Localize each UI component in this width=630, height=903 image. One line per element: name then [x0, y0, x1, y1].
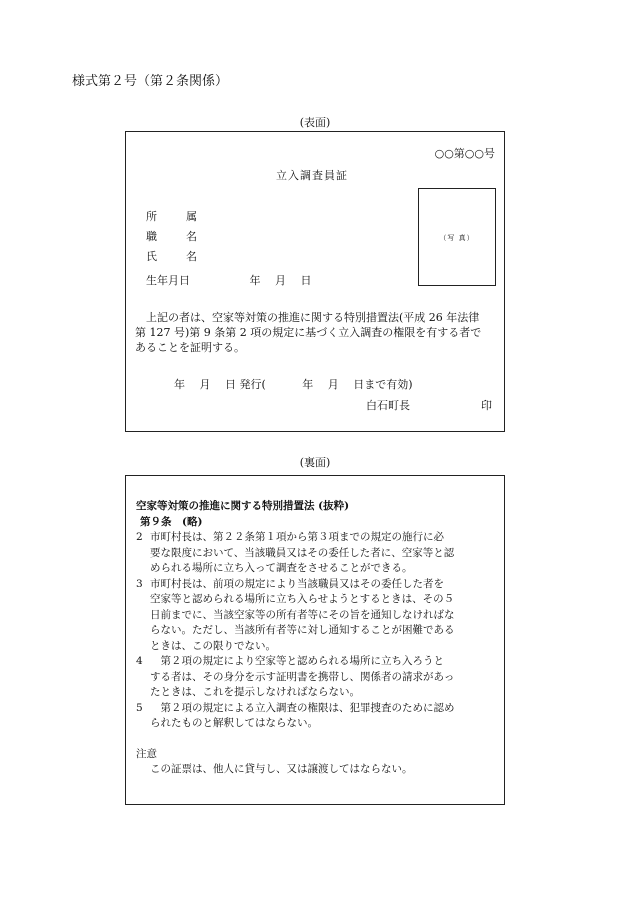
list-item: 4 第２項の規定により空家等と認められる場所に立ち入ろうと する者は、その身分を示す証明書を携帯し、関係者の請求があっ たときは、これを提示しなければならない。: [136, 655, 455, 698]
front-side-label: (表面): [299, 116, 331, 129]
id-card-back: [125, 475, 505, 805]
field-name: 氏 名: [146, 250, 197, 263]
article-heading: 第９条 (略): [140, 515, 203, 528]
card-title: 立入調査員証: [276, 169, 348, 182]
note-body: この証票は、他人に貸与し、又は譲渡してはならない。: [150, 763, 413, 775]
certification-statement: 上記の者は、空家等対策の推進に関する特別措置法(平成 26 年法律 第 127 号)第 9 条第 2 項の規定に基づく立入調査の権限を有する者で あることを証明する。: [135, 311, 482, 354]
issuer: 白石町長: [366, 399, 410, 412]
law-title: 空家等対策の推進に関する特別措置法 (抜粋): [136, 500, 350, 512]
list-item: 2 市町村長は、第２２条第１項から第３項までの規定の施行に必 要な限度において、当該職員又はその委任した者に、空家等と認 められる場所に立ち入って調査をさせることができる。: [136, 531, 455, 574]
issue-date: 年 月 日 発行( 年 月 日まで有効): [174, 378, 413, 391]
id-card-front: [125, 131, 505, 432]
field-affiliation: 所 属: [146, 210, 197, 223]
certificate-number: ○○第○○号: [434, 147, 495, 160]
field-birth-date: 生年月日 年 月 日: [146, 274, 312, 287]
seal-mark: 印: [481, 399, 492, 412]
photo-label: （写 真）: [439, 234, 475, 242]
back-side-label: (裏面): [299, 456, 331, 469]
law-excerpt: [136, 499, 496, 778]
form-number: 様式第２号（第２条関係）: [72, 74, 229, 89]
photo-box: [418, 188, 496, 286]
note-title: 注意: [136, 747, 157, 760]
list-item: 5 第２項の規定による立入調査の権限は、犯罪捜査のために認め られたものと解釈してはならない。: [136, 701, 455, 729]
field-position: 職 名: [146, 230, 197, 243]
list-item: 3 市町村長は、前項の規定により当該職員又はその委任した者を 空家等と認められる場所に立ち入らせようとするときは、その５ 日前までに、当該空家等の所有者等にその旨を通知しなければな らない。ただし、当該所有者等に対し通知することが困難である ときは、この限りでない。: [136, 577, 455, 652]
